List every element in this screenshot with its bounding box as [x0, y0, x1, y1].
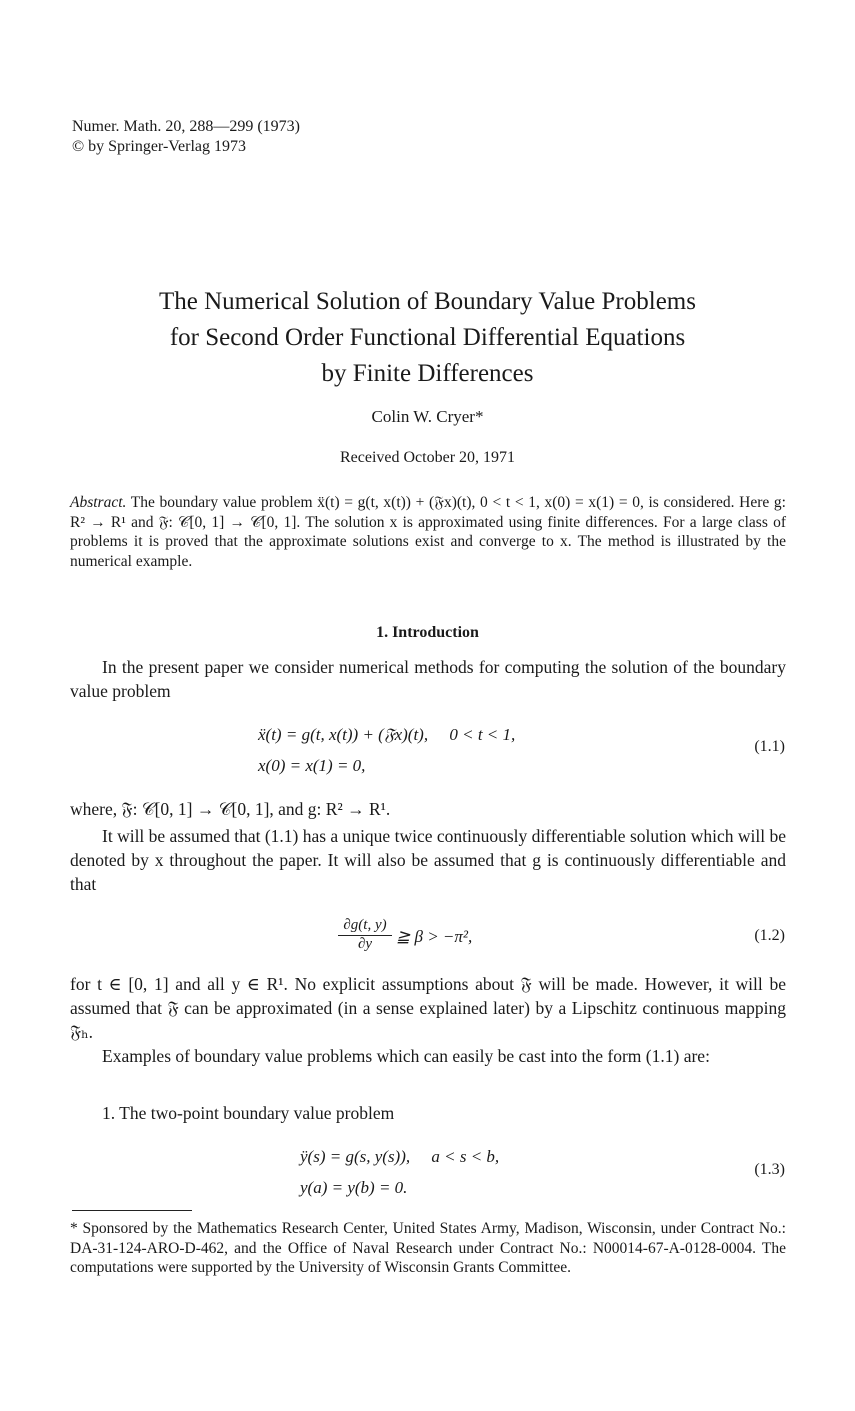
paragraph-two-point: 1. The two-point boundary value problem — [102, 1103, 395, 1123]
author-name: Colin W. Cryer* — [371, 407, 484, 426]
paragraph-assumptions: It will be assumed that (1.1) has a unique twice continuously differentiable solution which will be denoted by x throughout the paper. It will also be assumed that g is continuously differentiable and that — [70, 826, 786, 894]
equation-1-2-rhs: ≧ β > −π², — [396, 927, 473, 946]
paragraph-intro: In the present paper we consider numerical methods for computing the solution of the boundary value problem — [70, 657, 786, 701]
equation-1-1-line-2: x(0) = x(1) = 0, — [258, 756, 366, 775]
equation-number-1-1: (1.1) — [754, 738, 785, 755]
equation-number-1-2: (1.2) — [754, 927, 785, 944]
fraction-denominator: ∂y — [357, 936, 373, 952]
equation-1-1-line-1: ẍ(t) = g(t, x(t)) + (𝔉x)(t), 0 < t < 1, — [258, 725, 516, 744]
fraction-numerator: ∂g(t, y) — [338, 917, 392, 936]
section-heading: 1. Introduction — [376, 624, 479, 641]
journal-citation: Numer. Math. 20, 288—299 (1973) — [72, 118, 300, 135]
footnote: * Sponsored by the Mathematics Research Center, United States Army, Madison, Wisconsin, under Contract No.: DA-31-124-ARO-D-462, and the Office of Naval Research under Contract No.: N00014-67-A-0128-0004. The computations were supported by the University of Wisconsin Grants Committee. — [70, 1220, 786, 1276]
paragraph-for-t: for t ∈ [0, 1] and all y ∈ R¹. No explicit assumptions about 𝔉 will be made. However, it will be assumed that 𝔉 can be approximated (in a sense explained later) by a Lipschitz continuous mapping 𝔉ₕ. — [70, 974, 786, 1042]
title-line-2: for Second Order Functional Differential Equations — [169, 324, 686, 351]
journal-header — [72, 117, 300, 157]
received-date: Received October 20, 1971 — [339, 449, 516, 466]
equation-1-3-line-1: ÿ(s) = g(s, y(s)), a < s < b, — [300, 1147, 500, 1166]
paragraph-examples: Examples of boundary value problems which can easily be cast into the form (1.1) are: — [102, 1046, 710, 1066]
abstract — [70, 493, 786, 571]
paragraph-where: where, 𝔉: 𝒞[0, 1] → 𝒞[0, 1], and g: R² → R¹. — [70, 799, 391, 819]
abstract-label: Abstract. — [70, 494, 127, 511]
equation-1-3-line-2: y(a) = y(b) = 0. — [300, 1178, 408, 1197]
paper-title — [0, 284, 855, 392]
title-line-1: The Numerical Solution of Boundary Value Problems — [159, 288, 696, 315]
equation-1-2-fraction — [338, 917, 392, 953]
equation-number-1-3: (1.3) — [754, 1161, 785, 1178]
footnote-divider — [72, 1210, 192, 1211]
title-line-3: by Finite Differences — [321, 360, 534, 387]
copyright-line: © by Springer-Verlag 1973 — [72, 138, 247, 155]
abstract-text: The boundary value problem ẍ(t) = g(t, x(t)) + (𝔉x)(t), 0 < t < 1, x(0) = x(1) = 0, is considered. Here g: R² → R¹ and 𝔉: 𝒞[0, 1] → 𝒞[0, 1]. The solution x is approximated using finite differences. For a large class of problems it is proved that the approximate solutions exist and converge to x. The method is illustrated by the numerical example. — [70, 494, 786, 570]
